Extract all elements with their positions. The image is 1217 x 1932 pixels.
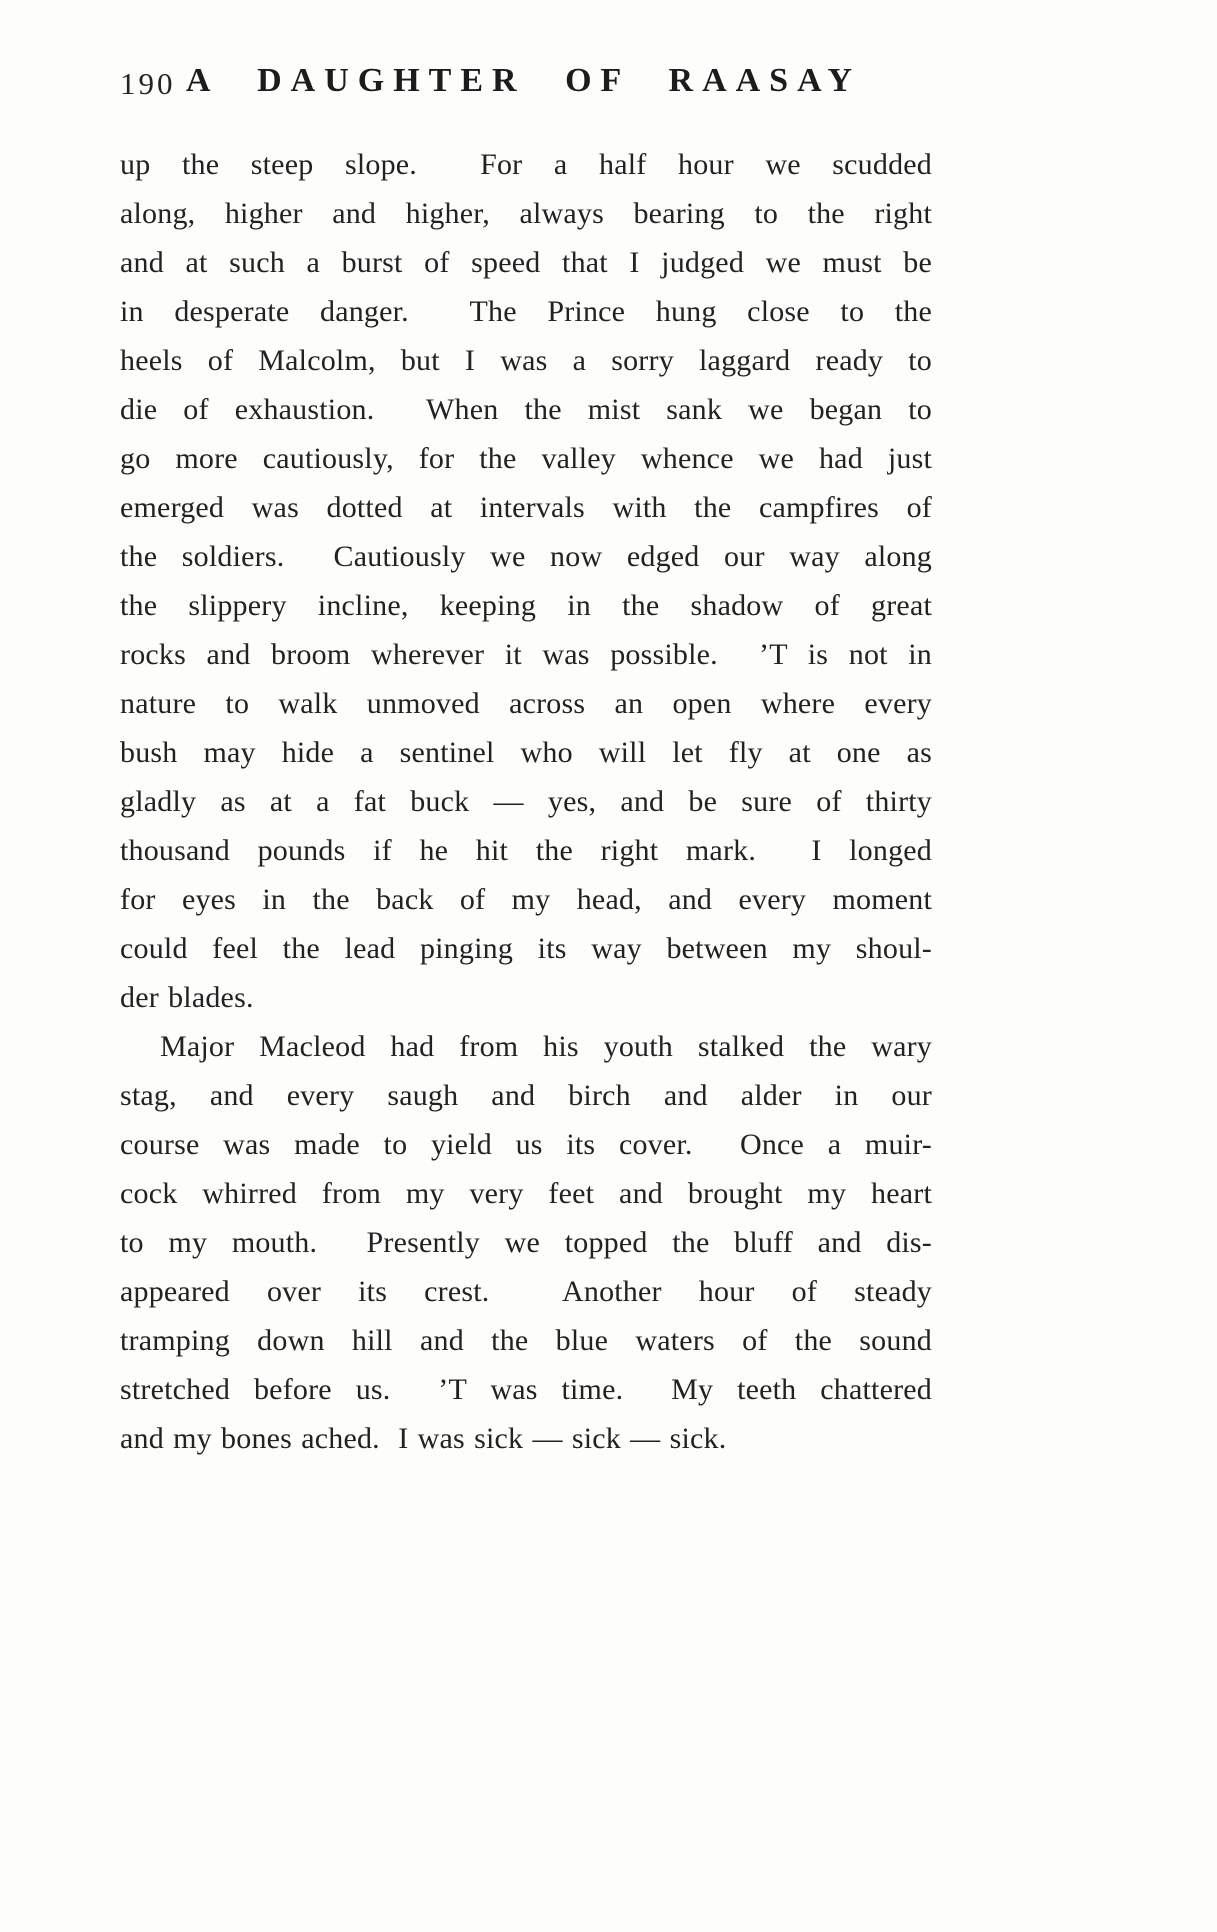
page-header: [120, 62, 1097, 114]
text-line: and my bones ached. I was sick — sick — sick.: [120, 1422, 727, 1455]
text-line: stretched before us. ’T was time. My teeth chattered: [120, 1373, 932, 1406]
text-line: Major Macleod had from his youth stalked the wary: [160, 1030, 932, 1063]
text-line: der blades.: [120, 981, 254, 1014]
text-line: gladly as at a fat buck — yes, and be sure of thirty: [120, 785, 932, 818]
text-line: tramping down hill and the blue waters of the sound: [120, 1324, 932, 1357]
text-line: along, higher and higher, always bearing to the right: [120, 197, 932, 230]
text-line: heels of Malcolm, but I was a sorry laggard ready to: [120, 344, 932, 377]
text-line: for eyes in the back of my head, and every moment: [120, 883, 932, 916]
page-number: 190: [120, 66, 176, 101]
text-line: up the steep slope. For a half hour we scudded: [120, 148, 932, 181]
text-line: cock whirred from my very feet and brought my heart: [120, 1177, 932, 1210]
text-line: die of exhaustion. When the mist sank we began to: [120, 393, 932, 426]
text-line: to my mouth. Presently we topped the bluff and dis-: [120, 1226, 932, 1259]
text-line: the soldiers. Cautiously we now edged our way along: [120, 540, 932, 573]
text-line: thousand pounds if he hit the right mark. I longed: [120, 834, 932, 867]
text-line: stag, and every saugh and birch and alder in our: [120, 1079, 932, 1112]
text-line: emerged was dotted at intervals with the campfires of: [120, 491, 932, 524]
text-line: in desperate danger. The Prince hung close to the: [120, 295, 932, 328]
text-line: bush may hide a sentinel who will let fly at one as: [120, 736, 932, 769]
text-line: nature to walk unmoved across an open where every: [120, 687, 932, 720]
text-line: go more cautiously, for the valley whence we had just: [120, 442, 932, 475]
text-line: appeared over its crest. Another hour of steady: [120, 1275, 932, 1308]
body-text: [120, 140, 932, 1463]
text-line: the slippery incline, keeping in the shadow of great: [120, 589, 932, 622]
text-line: course was made to yield us its cover. Once a muir-: [120, 1128, 932, 1161]
running-title: A DAUGHTER OF RAASAY: [185, 62, 862, 99]
text-line: rocks and broom wherever it was possible. ’T is not in: [120, 638, 932, 671]
text-line: could feel the lead pinging its way between my shoul-: [120, 932, 932, 965]
text-line: and at such a burst of speed that I judged we must be: [120, 246, 932, 279]
